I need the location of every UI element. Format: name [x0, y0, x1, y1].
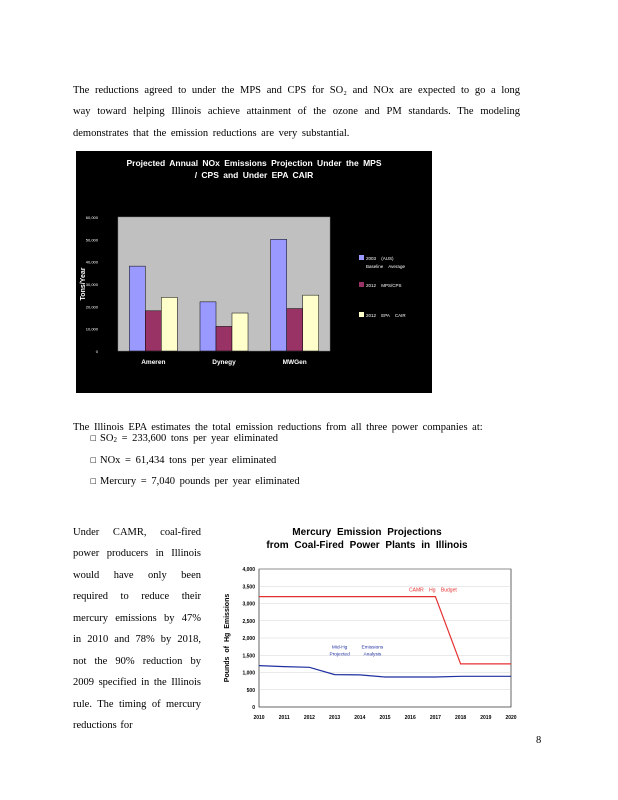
y-tick-label: 40,000	[85, 259, 98, 265]
x-tick-label: 2020	[505, 715, 517, 721]
reduction-unit: pounds per year eliminated	[179, 476, 300, 487]
reduction-value: = 61,434	[125, 454, 165, 466]
chart-title: Projected Annual NOx Emissions Projection Under the MPS	[126, 158, 382, 168]
bar	[161, 297, 177, 351]
camr-paragraph	[73, 522, 201, 737]
x-tick-label: MWGen	[282, 359, 307, 366]
nox-chart-svg	[76, 151, 432, 393]
bullet-square-icon: □	[90, 455, 97, 464]
y-tick-label: 50,000	[85, 237, 98, 243]
y-axis-title: Pounds of Hg Emissions	[224, 593, 231, 683]
legend-label: Baseline Average	[366, 264, 405, 269]
x-tick-label: 2015	[379, 715, 391, 721]
y-tick-label: 1,500	[242, 653, 255, 660]
mercury-chart-svg	[207, 519, 527, 731]
x-tick-label: 2010	[253, 715, 265, 721]
bar	[303, 295, 319, 351]
bar	[232, 313, 248, 351]
legend-label: 2012 MPS/CPS	[366, 283, 402, 288]
y-tick-label: 3,500	[242, 584, 255, 591]
page-number: 8	[536, 735, 542, 746]
series-annotation: Analysis	[363, 652, 382, 658]
series-annotation: Emissions	[361, 645, 384, 651]
reduction-unit: tons per year eliminated	[169, 454, 277, 466]
pollutant-name: Mercury	[100, 476, 137, 487]
bullet-square-icon: □	[90, 477, 97, 485]
mercury-emissions-chart	[207, 519, 527, 731]
x-tick-label: 2014	[354, 715, 366, 721]
x-tick-label: 2011	[278, 715, 290, 721]
bullet-square-icon: □	[90, 434, 97, 442]
legend-swatch	[359, 282, 364, 287]
y-tick-label: 0	[95, 349, 98, 354]
bar	[200, 302, 216, 351]
bar	[129, 266, 145, 351]
y-tick-label: 0	[252, 705, 255, 711]
y-tick-label: 20,000	[85, 304, 98, 310]
legend-label: 2003 (AUS)	[366, 256, 394, 261]
estimate-text: The Illinois EPA estimates the total emission reductions from all three power companies at:	[73, 421, 483, 433]
reduction-value: = 7,040	[140, 476, 175, 487]
pollutant-subscript: 2	[113, 436, 117, 444]
x-tick-label: 2018	[455, 715, 467, 721]
legend-swatch	[359, 255, 364, 260]
x-tick-label: Ameren	[141, 359, 166, 366]
bar	[145, 311, 161, 351]
chart-title: / CPS and Under EPA CAIR	[194, 170, 314, 180]
reduction-unit: tons per year eliminated	[170, 433, 279, 444]
y-tick-label: 30,000	[85, 282, 98, 287]
x-tick-label: 2012	[303, 715, 315, 721]
y-tick-label: 2,500	[242, 618, 255, 625]
x-tick-label: 2016	[404, 715, 416, 721]
pollutant-name: NOx	[100, 454, 121, 466]
reduction-value: = 233,600	[121, 433, 167, 444]
reduction-item-mercury	[90, 471, 300, 493]
y-tick-label: 4,000	[242, 567, 255, 573]
nox-emissions-chart	[76, 151, 432, 393]
chart-title: Mercury Emission Projections	[292, 527, 442, 538]
y-tick-label: 60,000	[85, 215, 98, 220]
intro-text: The reductions agreed to under the MPS and CPS for SO₂ and NOx are expected to go a long way toward helping Illinois achieve attainment of the ozone and PM standards. The modeling demonstrates that the emission reductions are very substantial.	[73, 84, 520, 139]
bar	[287, 309, 303, 351]
x-tick-label: Dynegy	[212, 359, 236, 366]
series-annotation: CAMR Hg Budget	[409, 587, 457, 594]
y-tick-label: 3,000	[242, 601, 255, 608]
camr-text: Under CAMR, coal-fired power producers in Illinois would have only been required to reduce their mercury emissions by 47% in 2010 and 78% by 2018, not the 90% reduction by 2009 specified in the Illinois rule. The timing of mercury reductions for	[73, 526, 201, 731]
y-tick-label: 2,000	[242, 636, 255, 642]
y-tick-label: 1,000	[242, 670, 255, 677]
reduction-item-so2	[90, 428, 300, 450]
x-tick-label: 2017	[429, 715, 441, 721]
series-annotation: Mid-Hg	[331, 645, 348, 651]
bar	[216, 326, 232, 351]
x-tick-label: 2013	[329, 715, 341, 721]
legend-label: 2012 EPA CAIR	[366, 313, 406, 318]
chart-title: from Coal-Fired Power Plants in Illinois	[266, 540, 468, 551]
series-annotation: Projected	[329, 652, 350, 658]
y-tick-label: 10,000	[85, 326, 98, 332]
x-tick-label: 2019	[480, 715, 492, 721]
bar	[271, 239, 287, 351]
y-axis-title: Tons/Year	[80, 267, 87, 301]
pollutant-name: SO	[100, 433, 114, 444]
reduction-item-nox	[90, 450, 300, 472]
reduction-list	[90, 428, 300, 493]
intro-paragraph	[73, 80, 520, 145]
y-tick-label: 500	[246, 687, 255, 694]
legend-swatch	[359, 312, 364, 317]
